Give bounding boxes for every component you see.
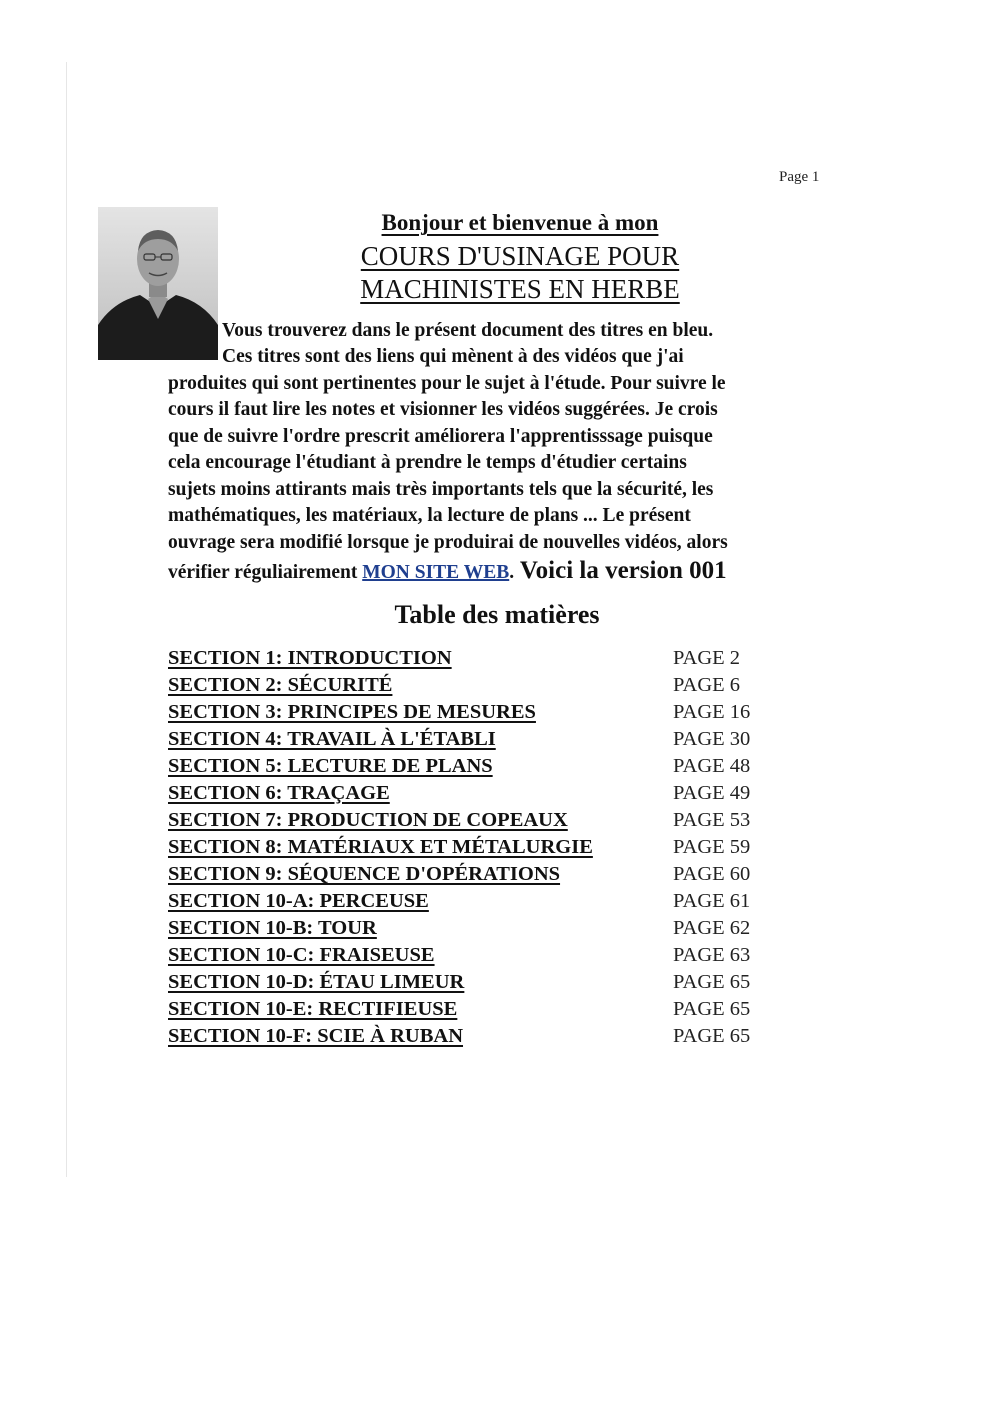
toc-page-number: PAGE 2: [673, 647, 741, 669]
toc-row: [168, 647, 808, 674]
toc-section-link[interactable]: SECTION 7: PRODUCTION DE COPEAUX: [168, 809, 568, 831]
toc-section-link[interactable]: SECTION 10-C: FRAISEUSE: [168, 944, 435, 966]
toc-row: [168, 836, 808, 863]
toc-section-link[interactable]: SECTION 1: INTRODUCTION: [168, 647, 452, 669]
toc-row: [168, 863, 808, 890]
intro-line: sujets moins attirants mais très importants tels que la sécurité, les: [168, 479, 714, 500]
intro-line: mathématiques, les matériaux, la lecture de plans ... Le présent: [168, 505, 691, 526]
toc-page-number: PAGE 30: [673, 728, 751, 750]
toc-page-number: PAGE 63: [673, 944, 751, 966]
intro-line: Ces titres sont des liens qui mènent à des vidéos que j'ai: [222, 346, 684, 367]
intro-last-line-dot: .: [509, 562, 515, 583]
toc-row: [168, 674, 808, 701]
intro-last-line: [168, 558, 727, 587]
toc-page-number: PAGE 65: [673, 1025, 751, 1047]
toc-section-link[interactable]: SECTION 10-A: PERCEUSE: [168, 890, 429, 912]
intro-line: cours il faut lire les notes et visionner les vidéos suggérées. Je crois: [168, 399, 718, 420]
toc-page-number: PAGE 6: [673, 674, 741, 696]
toc-section-link[interactable]: SECTION 8: MATÉRIAUX ET MÉTALURGIE: [168, 836, 593, 858]
toc-page-number: PAGE 53: [673, 809, 751, 831]
version-text: Voici la version 001: [514, 557, 727, 584]
toc-page-number: PAGE 62: [673, 917, 751, 939]
toc-page-number: PAGE 65: [673, 998, 751, 1020]
welcome-heading: Bonjour et bienvenue à mon: [381, 210, 659, 235]
toc-row: [168, 809, 808, 836]
page-left-edge: [66, 62, 67, 1177]
toc-section-link[interactable]: SECTION 10-B: TOUR: [168, 917, 377, 939]
toc-section-link[interactable]: SECTION 6: TRAÇAGE: [168, 782, 390, 804]
toc-title: Table des matières: [394, 600, 600, 629]
toc-row: [168, 998, 808, 1025]
toc-row: [168, 890, 808, 917]
page-number: Page 1: [779, 169, 820, 185]
toc-section-link[interactable]: SECTION 5: LECTURE DE PLANS: [168, 755, 493, 777]
course-title-line1: COURS D'USINAGE POUR: [360, 241, 680, 271]
toc-page-number: PAGE 49: [673, 782, 751, 804]
toc-row: [168, 917, 808, 944]
intro-line: produites qui sont pertinentes pour le sujet à l'étude. Pour suivre le: [168, 373, 726, 394]
toc-row: [168, 1025, 808, 1052]
my-website-link[interactable]: MON SITE WEB: [362, 562, 510, 583]
intro-line: ouvrage sera modifié lorsque je produirai de nouvelles vidéos, alors: [168, 532, 728, 553]
toc-page-number: PAGE 65: [673, 971, 751, 993]
toc-section-link[interactable]: SECTION 9: SÉQUENCE D'OPÉRATIONS: [168, 863, 561, 885]
toc-row: [168, 728, 808, 755]
toc-section-link[interactable]: SECTION 4: TRAVAIL À L'ÉTABLI: [168, 728, 496, 750]
intro-line: que de suivre l'ordre prescrit améliorera l'apprentisssage puisque: [168, 426, 713, 447]
toc-row: [168, 971, 808, 998]
toc-page-number: PAGE 60: [673, 863, 751, 885]
toc-section-link[interactable]: SECTION 10-F: SCIE À RUBAN: [168, 1025, 464, 1047]
toc-section-link[interactable]: SECTION 2: SÉCURITÉ: [168, 674, 393, 696]
toc-page-number: PAGE 59: [673, 836, 751, 858]
toc-section-link[interactable]: SECTION 10-D: ÉTAU LIMEUR: [168, 971, 465, 993]
intro-line: cela encourage l'étudiant à prendre le temps d'étudier certains: [168, 452, 687, 473]
toc-row: [168, 701, 808, 728]
toc-section-link[interactable]: SECTION 10-E: RECTIFIEUSE: [168, 998, 458, 1020]
toc-section-link[interactable]: SECTION 3: PRINCIPES DE MESURES: [168, 701, 536, 723]
intro-line: Vous trouverez dans le présent document des titres en bleu.: [222, 320, 714, 341]
toc-row: [168, 755, 808, 782]
toc-page-number: PAGE 48: [673, 755, 751, 777]
toc-row: [168, 782, 808, 809]
toc-page-number: PAGE 16: [673, 701, 751, 723]
toc-row: [168, 944, 808, 971]
table-of-contents: [168, 647, 808, 1052]
toc-page-number: PAGE 61: [673, 890, 751, 912]
intro-last-line-text: vérifier réguliairement: [168, 562, 363, 583]
course-title-line2: MACHINISTES EN HERBE: [360, 274, 680, 304]
